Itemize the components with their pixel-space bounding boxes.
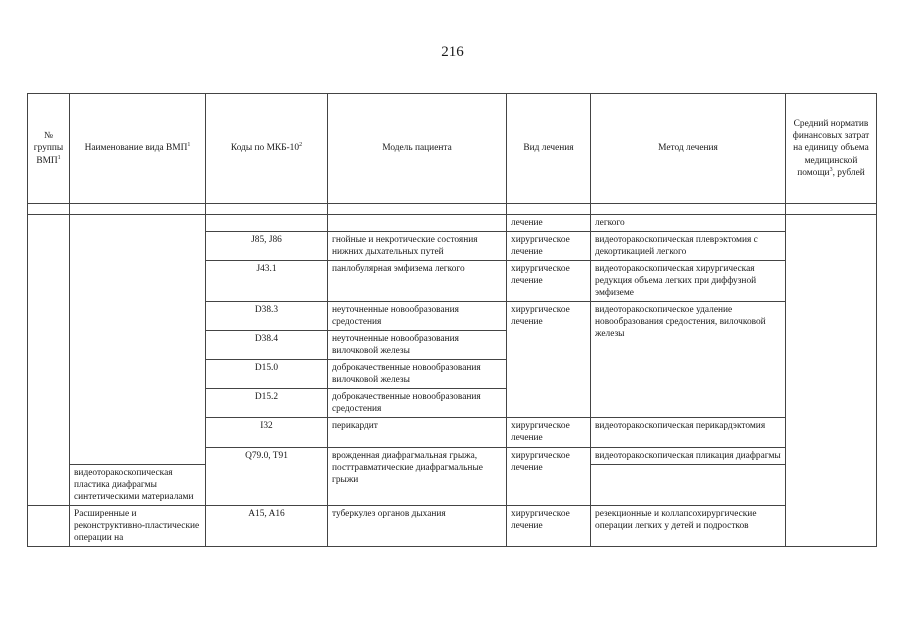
treatment-method-cell: видеоторакоскопическая пликация диафрагмы [591,447,786,464]
icd-codes-cell: D15.2 [206,389,328,418]
patient-model-cell: доброкачественные новообразования средостения [328,389,507,418]
vmp-type-cell: Расширенные и реконструктивно-пластические операции на [70,505,206,546]
icd-codes-cell: J43.1 [206,261,328,302]
table-row [28,215,877,232]
treatment-type-cell: хирургическое лечение [507,261,591,302]
treatment-method-cell: видеоторакоскопическая хирургическая редукция объема легких при диффузной эмфиземе [591,261,786,302]
patient-model-cell: перикардит [328,418,507,447]
patient-model-cell: гнойные и некротические состояния нижних дыхательных путей [328,232,507,261]
patient-model-cell: неуточненные новообразования средостения [328,302,507,331]
header-icd-codes: Коды по МКБ-$10^2$ [206,94,328,204]
icd-codes-cell: D38.4 [206,331,328,360]
icd-codes-cell: A15, A16 [206,505,328,546]
group-number-cell [28,505,70,546]
treatment-method-cell: видеоторакоскопическая пластика диафрагмы синтетическими материалами [70,464,206,505]
header-patient-model: Модель пациента [328,94,507,204]
treatment-method-cell: видеоторакоскопическая плеврэктомия с декортикацией легкого [591,232,786,261]
table-header-row [28,94,877,204]
header-group-number: № группы ВМП$^1$ [28,94,70,204]
vmp-type-cell [70,215,206,465]
treatment-type-cell: хирургическое лечение [507,505,591,546]
patient-model-cell: доброкачественные новообразования вилочковой железы [328,360,507,389]
treatment-type-cell: хирургическое лечение [507,232,591,261]
treatment-type-cell: хирургическое лечение [507,302,591,418]
cost-norm-cell [786,215,877,547]
icd-codes-cell: J85, J86 [206,232,328,261]
treatment-method-cell: видеоторакоскопическая перикардэктомия [591,418,786,447]
treatment-type-cell: лечение [507,215,591,232]
treatment-type-cell: хирургическое лечение [507,447,591,505]
header-vmp-type: Наименование вида ВМП$^1$ [70,94,206,204]
group-number-cell [28,215,70,506]
icd-codes-cell: Q79.0, T91 [206,447,328,505]
treatment-method-cell: видеоторакоскопическое удаление новообразования средостения, вилочковой железы [591,302,786,418]
patient-model-cell: неуточненные новообразования вилочковой железы [328,331,507,360]
treatment-method-cell: легкого [591,215,786,232]
header-cost-norm: Средний норматив финансовых затрат на единицу объема медицинской помощи$^3$, рублей [786,94,877,204]
icd-codes-cell: I32 [206,418,328,447]
spacer-row [28,204,877,215]
icd-codes-cell [206,215,328,232]
patient-model-cell: врожденная диафрагмальная грыжа, посттравматические диафрагмальные грыжи [328,447,507,505]
table-row [28,505,877,546]
page-number: 216 [441,44,464,60]
patient-model-cell [328,215,507,232]
treatment-method-cell: резекционные и коллапсохирургические операции легких у детей и подростков [591,505,786,546]
header-treatment-type: Вид лечения [507,94,591,204]
vmp-table [27,93,877,547]
treatment-type-cell: хирургическое лечение [507,418,591,447]
header-treatment-method: Метод лечения [591,94,786,204]
patient-model-cell: туберкулез органов дыхания [328,505,507,546]
icd-codes-cell: D15.0 [206,360,328,389]
icd-codes-cell: D38.3 [206,302,328,331]
patient-model-cell: панлобулярная эмфизема легкого [328,261,507,302]
